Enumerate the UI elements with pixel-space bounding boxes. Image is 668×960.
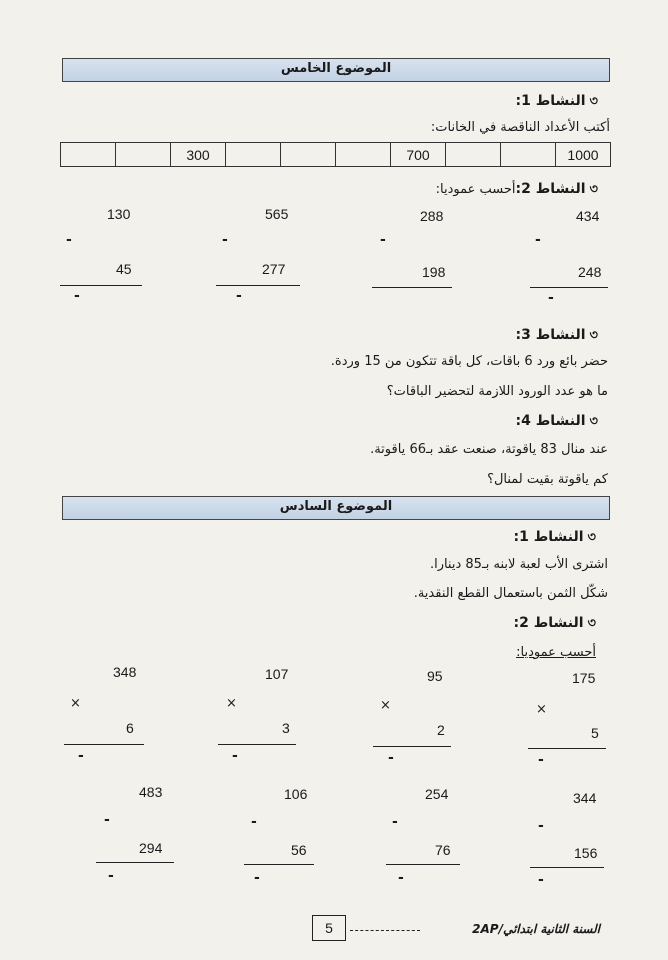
footer-text: السنة الثانية ابتدائي/2AP	[472, 922, 600, 936]
sub-top: 344	[573, 790, 597, 806]
missing-numbers-table	[60, 142, 611, 167]
result-mark: -	[108, 868, 114, 884]
result-line	[373, 746, 451, 747]
activity-2-subtitle: أحسب عموديا:	[435, 182, 516, 197]
problem-top: 130	[107, 206, 131, 222]
result-line	[530, 287, 608, 288]
s6-activity-1-label: النشاط 1:	[513, 529, 584, 545]
activity-2-heading	[436, 180, 598, 201]
result-mark: -	[548, 290, 554, 306]
times-sign: ×	[380, 698, 391, 713]
mult-top: 175	[572, 670, 596, 686]
activity-3-label: النشاط 3:	[515, 327, 586, 343]
scroll-bullet-icon: ৩	[589, 328, 598, 343]
activity-3-heading	[516, 326, 599, 347]
times-sign: ×	[70, 696, 81, 711]
mult-top: 107	[265, 666, 289, 682]
activity-4-label: النشاط 4:	[515, 413, 586, 429]
scroll-bullet-icon: ৩	[589, 414, 598, 429]
sub-top: 483	[139, 784, 163, 800]
activity-4-heading	[516, 412, 599, 433]
problem-bottom: 45	[116, 261, 132, 277]
result-line	[218, 744, 296, 745]
seq-cell[interactable]	[281, 143, 336, 167]
problem-bottom: 198	[422, 264, 446, 280]
result-mark: -	[232, 748, 238, 764]
activity-1-instruction: أكتب الأعداد الناقصة في الخانات:	[430, 120, 610, 135]
mult-top: 95	[427, 668, 443, 684]
minus-sign: -	[535, 232, 541, 248]
seq-cell[interactable]: 1000	[556, 143, 611, 167]
sub-bottom: 156	[574, 845, 598, 861]
minus-sign: -	[538, 818, 544, 834]
activity-2-label: النشاط 2:	[515, 181, 586, 197]
s6-activity-1-line-2: شكّل الثمن باستعمال القطع النقدية.	[413, 586, 608, 601]
result-mark: -	[398, 870, 404, 886]
result-line	[530, 867, 604, 868]
minus-sign: -	[104, 812, 110, 828]
minus-sign: -	[251, 814, 257, 830]
mult-bottom: 5	[591, 725, 599, 741]
s6-activity-1-line-1: اشترى الأب لعبة لابنه بـ85 دينارا.	[429, 557, 608, 572]
seq-cell[interactable]	[226, 143, 281, 167]
result-line	[96, 862, 174, 863]
result-mark: -	[236, 288, 242, 304]
result-mark: -	[74, 288, 80, 304]
mult-bottom: 2	[437, 722, 445, 738]
mult-bottom: 3	[282, 720, 290, 736]
result-line	[64, 744, 144, 745]
sub-bottom: 294	[139, 840, 163, 856]
result-line	[244, 864, 314, 865]
scroll-bullet-icon: ৩	[589, 94, 598, 109]
s6-activity-2-heading	[514, 614, 597, 635]
minus-sign: -	[380, 232, 386, 248]
activity-3-line-2: ما هو عدد الورود اللازمة لتحضير الباقات؟	[386, 384, 608, 399]
activity-1-label: النشاط 1:	[515, 93, 586, 109]
section-6-title: الموضوع السادس	[279, 499, 393, 514]
sub-top: 106	[284, 786, 308, 802]
result-line	[528, 748, 606, 749]
result-mark: -	[538, 752, 544, 768]
activity-4-line-2: كم ياقوتة بقيت لمنال؟	[487, 472, 608, 487]
footer-dots	[350, 930, 420, 931]
page-number: 5	[312, 915, 346, 941]
result-mark: -	[254, 870, 260, 886]
scroll-bullet-icon: ৩	[589, 182, 598, 197]
times-sign: ×	[536, 702, 547, 717]
result-line	[216, 285, 300, 286]
result-line	[60, 285, 142, 286]
scroll-bullet-icon: ৩	[587, 530, 596, 545]
sub-top: 254	[425, 786, 449, 802]
result-line	[372, 287, 452, 288]
times-sign: ×	[226, 696, 237, 711]
seq-cell[interactable]	[446, 143, 501, 167]
seq-cell[interactable]	[501, 143, 556, 167]
activity-3-line-1: حضر بائع ورد 6 باقات، كل باقة تتكون من 15 وردة.	[330, 354, 608, 369]
section-5-title: الموضوع الخامس	[280, 61, 392, 76]
seq-cell[interactable]: 300	[171, 143, 226, 167]
mult-top: 348	[113, 664, 137, 680]
problem-top: 288	[420, 208, 444, 224]
scroll-bullet-icon: ৩	[587, 616, 596, 631]
minus-sign: -	[392, 814, 398, 830]
activity-4-line-1: عند منال 83 ياقوتة، صنعت عقد بـ66 ياقوتة.	[370, 442, 608, 457]
problem-top: 434	[576, 208, 600, 224]
problem-top: 565	[265, 206, 289, 222]
s6-activity-1-heading	[514, 528, 597, 549]
sub-bottom: 76	[435, 842, 451, 858]
minus-sign: -	[66, 232, 72, 248]
minus-sign: -	[222, 232, 228, 248]
seq-cell[interactable]: 700	[391, 143, 446, 167]
problem-bottom: 248	[578, 264, 602, 280]
mult-bottom: 6	[126, 720, 134, 736]
section-6-header	[62, 496, 610, 520]
activity-1-heading	[516, 92, 599, 113]
result-mark: -	[388, 750, 394, 766]
section-5-header	[62, 58, 610, 82]
problem-bottom: 277	[262, 261, 286, 277]
result-mark: -	[538, 872, 544, 888]
s6-activity-2-label: النشاط 2:	[513, 615, 584, 631]
seq-cell[interactable]	[116, 143, 171, 167]
result-line	[386, 864, 460, 865]
seq-cell[interactable]	[336, 143, 391, 167]
sub-bottom: 56	[291, 842, 307, 858]
s6-activity-2-subtitle: أحسب عموديا:	[516, 645, 596, 660]
seq-cell[interactable]	[61, 143, 116, 167]
result-mark: -	[78, 748, 84, 764]
